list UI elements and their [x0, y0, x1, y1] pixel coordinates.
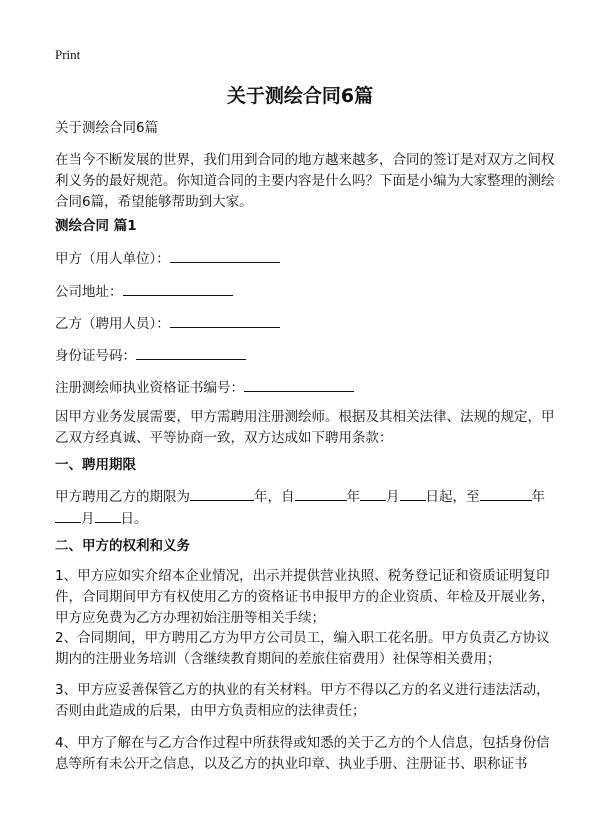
- print-link[interactable]: Print: [55, 47, 81, 62]
- address-label: 公司地址：: [55, 284, 123, 300]
- party-b-field: [55, 313, 555, 335]
- party-b-label: 乙方（聘用人员）：: [55, 316, 170, 332]
- party-a-blank: [170, 248, 280, 263]
- heading-term: 一、聘用期限: [55, 457, 136, 473]
- party-b-blank: [170, 313, 280, 328]
- term-text-6: 年: [531, 489, 545, 505]
- term-text-2: 年，自: [254, 489, 295, 505]
- preamble-paragraph: 因甲方业务发展需要，甲方需聘用注册测绘师。根据及其相关法律、法规的规定，甲乙双方经真诚、平等协商一致，双方达成如下聘用条款：: [55, 409, 555, 446]
- section-title: 测绘合同 篇1: [55, 218, 137, 234]
- heading-rights: 二、甲方的权利和义务: [55, 538, 190, 554]
- term-text-8: 日。: [120, 511, 148, 527]
- term-text-7: 月: [81, 511, 95, 527]
- term-text-5: 日起，至: [425, 489, 480, 505]
- address-blank: [123, 281, 233, 296]
- id-number-blank: [136, 345, 246, 360]
- page-title: 关于测绘合同6篇: [226, 85, 374, 107]
- cert-number-field: [55, 377, 555, 399]
- end-month-blank: [55, 508, 81, 523]
- address-field: [55, 281, 555, 303]
- clause-2: 2、合同期间，甲方聘用乙方为甲方公司员工，编入职工花名册。甲方负责乙方协议期内的注册业务培训（含继续教育期间的差旅住宿费用）社保等相关费用；: [55, 630, 550, 667]
- term-text-4: 月: [386, 489, 400, 505]
- party-a-label: 甲方（用人单位）：: [55, 251, 170, 267]
- doc-subtitle: 关于测绘合同6篇: [55, 120, 159, 136]
- start-day-blank: [400, 486, 426, 501]
- clause-1: 1、甲方应如实介绍本企业情况，出示并提供营业执照、税务登记证和资质证明复印件，合同期间甲方有权使用乙方的资格证书申报甲方的企业资质、年检及开展业务，甲方应免费为乙方办理初始注册等相关手续；: [55, 568, 555, 626]
- start-month-blank: [360, 486, 386, 501]
- clause-4: 4、甲方了解在与乙方合作过程中所获得或知悉的关于乙方的个人信息，包括身份信息等所有未公开之信息，以及乙方的执业印章、执业手册、注册证书、职称证书: [55, 735, 550, 772]
- clause-3: 3、甲方应妥善保管乙方的执业的有关材料。甲方不得以乙方的名义进行违法活动，否则由此造成的后果，由甲方负责相应的法律责任；: [55, 682, 550, 719]
- start-year-blank: [295, 486, 347, 501]
- term-text-1: 甲方聘用乙方的期限为: [55, 489, 190, 505]
- end-day-blank: [95, 508, 121, 523]
- cert-number-label: 注册测绘师执业资格证书编号：: [55, 380, 244, 396]
- intro-paragraph: 在当今不断发展的世界，我们用到合同的地方越来越多，合同的签订是对双方之间权利义务的最好规范。你知道合同的主要内容是什么吗？下面是小编为大家整理的测绘合同6篇，希望能够帮助到大家。: [55, 152, 555, 210]
- end-year-blank: [480, 486, 532, 501]
- id-number-label: 身份证号码：: [55, 348, 136, 364]
- term-years-blank: [190, 486, 254, 501]
- id-number-field: [55, 345, 555, 367]
- term-text-3: 年: [346, 489, 360, 505]
- term-paragraph: [55, 486, 555, 530]
- cert-number-blank: [244, 377, 354, 392]
- party-a-field: [55, 248, 555, 270]
